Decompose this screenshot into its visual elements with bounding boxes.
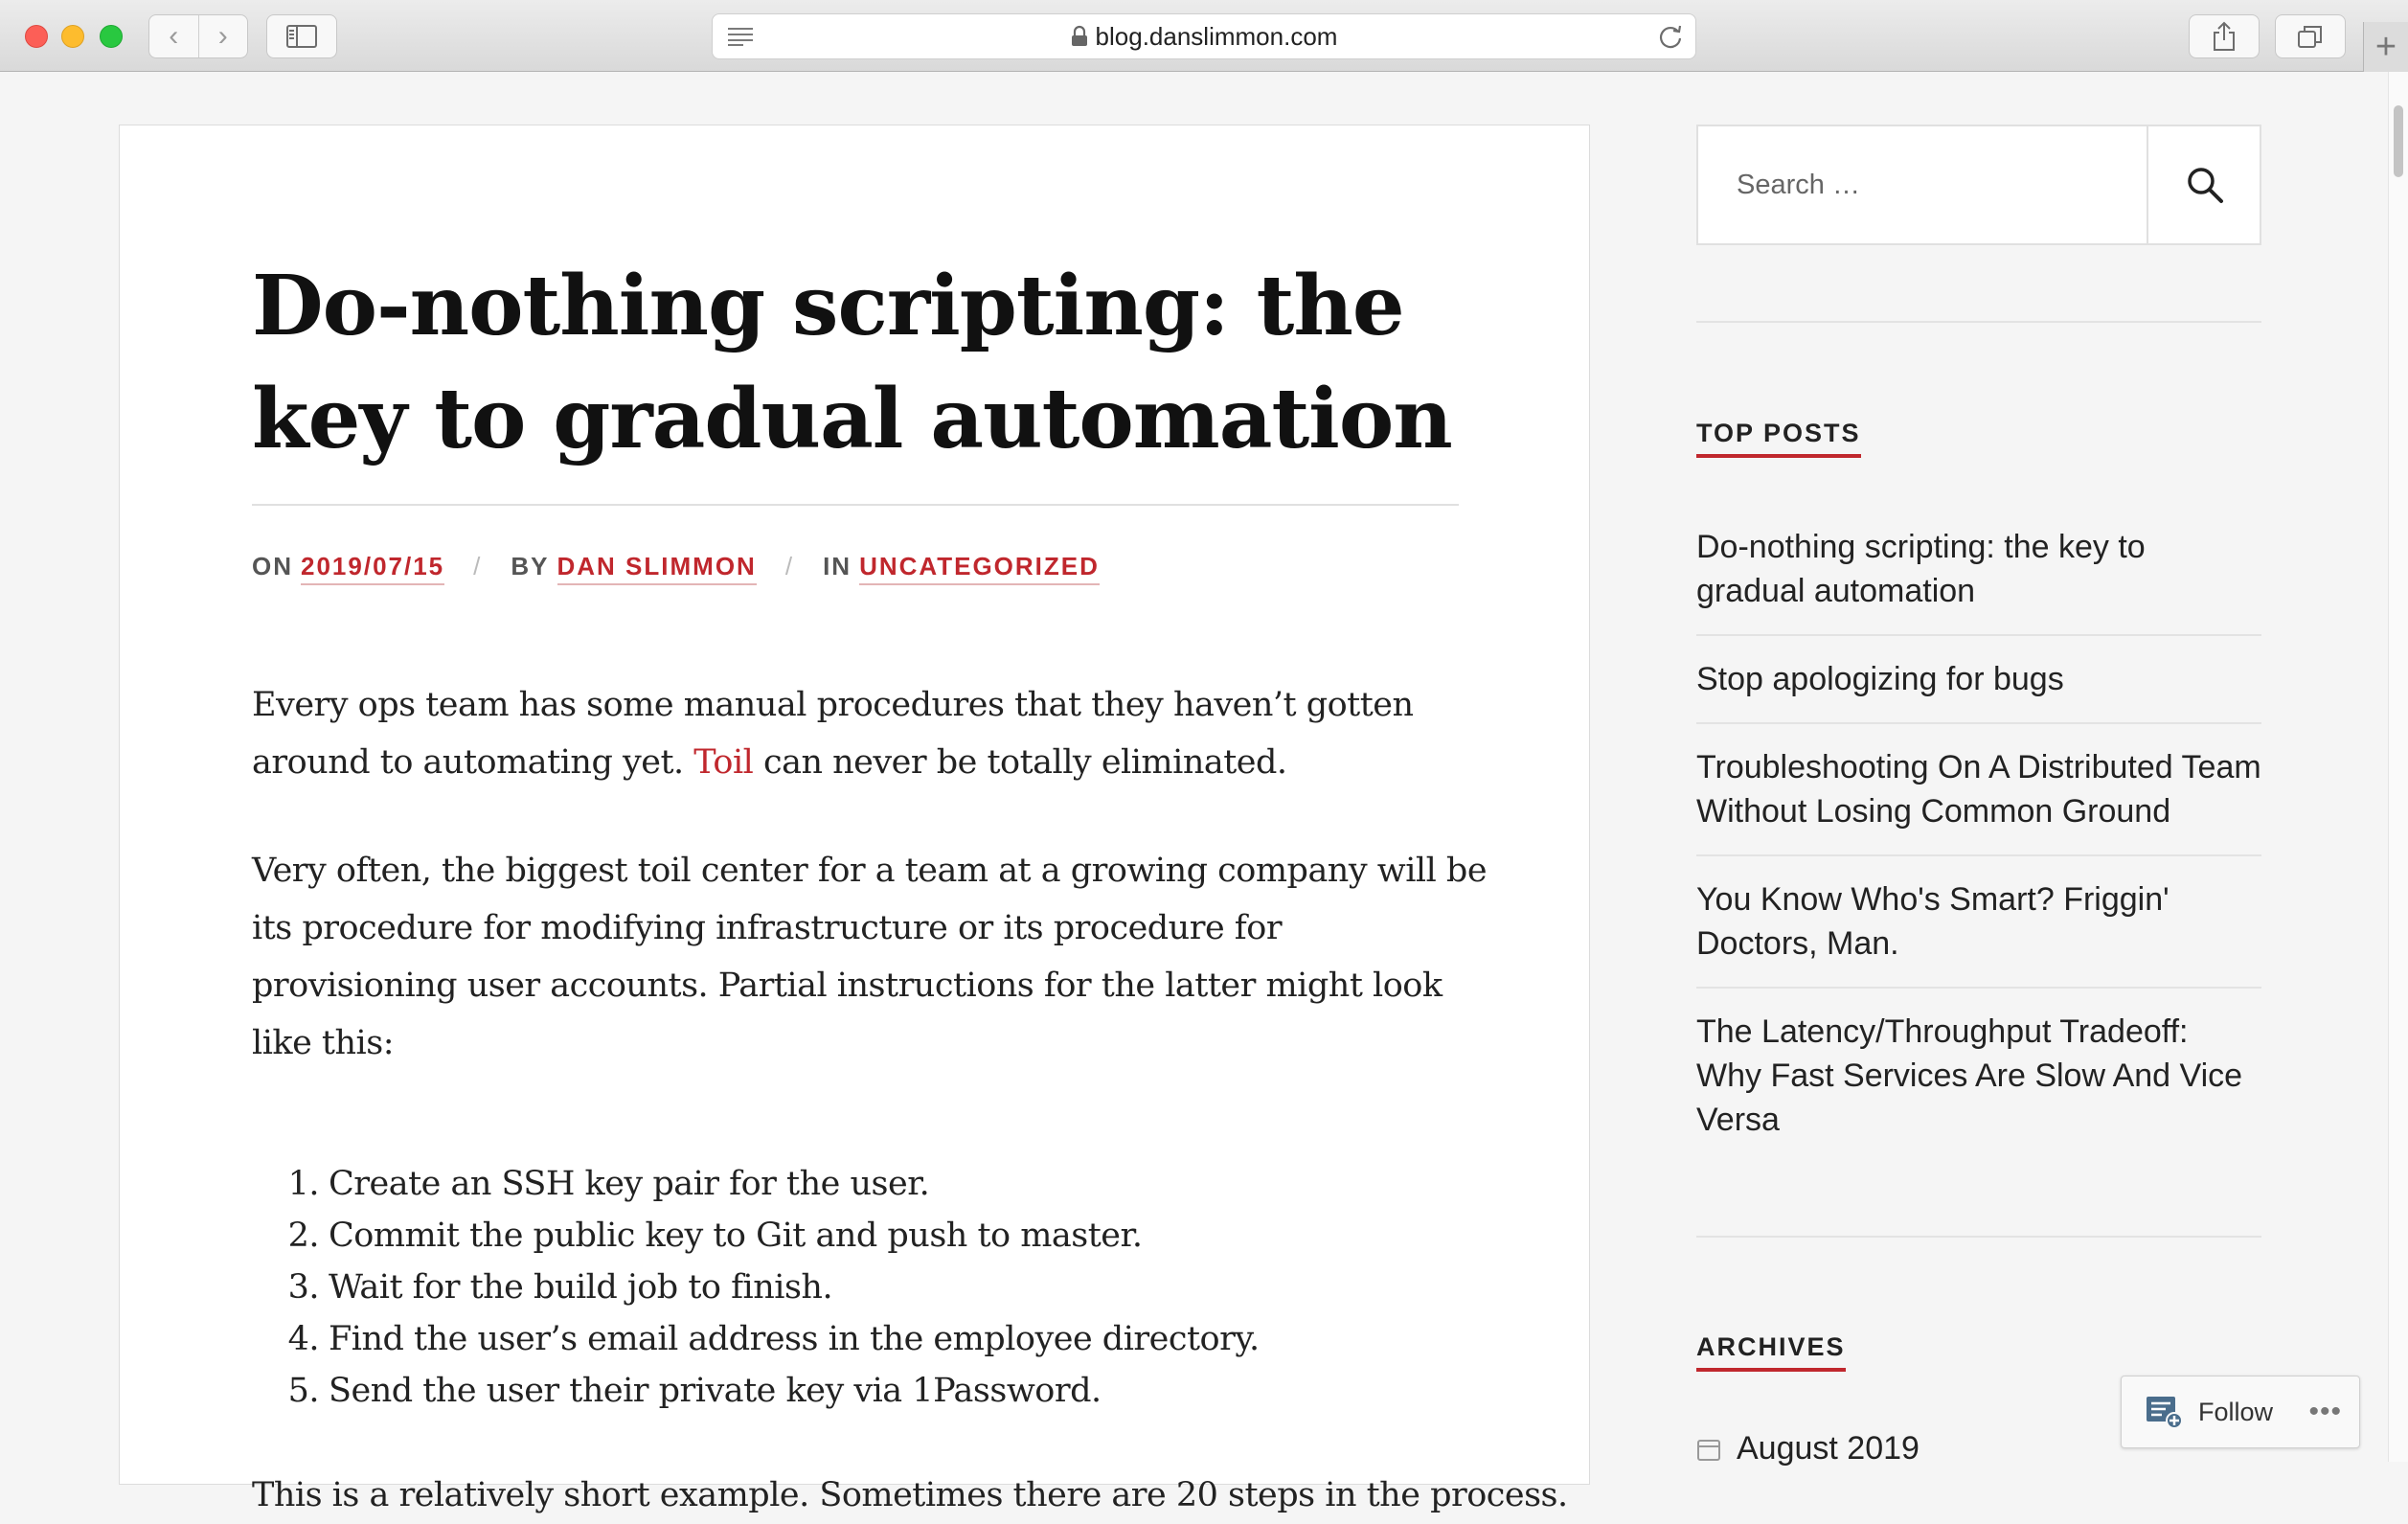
top-posts-heading: TOP POSTS <box>1696 419 1861 458</box>
scrollbar-thumb[interactable] <box>2394 105 2403 177</box>
list-item-number: 3. <box>287 1268 319 1307</box>
page-scrollbar[interactable] <box>2388 72 2408 1462</box>
list-item <box>1696 515 2261 636</box>
list-item <box>252 1158 1488 1210</box>
meta-separator: / <box>784 552 795 580</box>
list-item-number: 2. <box>287 1217 319 1255</box>
search-input[interactable] <box>1698 126 2146 243</box>
list-item-number: 5. <box>287 1372 319 1410</box>
more-options-icon[interactable]: ••• <box>2308 1396 2342 1427</box>
top-posts-list <box>1696 515 2261 1163</box>
share-icon <box>2212 21 2237 52</box>
paragraph-1-text-end: can never be totally eliminated. <box>753 743 1287 782</box>
back-button[interactable] <box>149 15 198 57</box>
category-link[interactable]: UNCATEGORIZED <box>859 552 1100 585</box>
zoom-window-button[interactable] <box>100 25 123 48</box>
forward-button[interactable] <box>198 15 248 57</box>
list-item <box>252 1262 1488 1313</box>
search-form <box>1696 125 2261 245</box>
archive-item[interactable] <box>1696 1430 1920 1467</box>
tab-overview-button[interactable] <box>2275 14 2346 58</box>
list-item-text: Wait for the build job to finish. <box>329 1268 833 1307</box>
list-item-text: Find the user’s email address in the employee directory. <box>329 1320 1260 1358</box>
paragraph-1-text: Every ops team has some manual procedures that they haven’t gotten around to automating yet. <box>252 686 1414 782</box>
list-item-text: Create an SSH key pair for the user. <box>329 1165 930 1203</box>
close-window-button[interactable] <box>25 25 48 48</box>
tabs-icon <box>2297 24 2324 49</box>
article-card <box>119 125 1590 1514</box>
list-item-text: Commit the public key to Git and push to master. <box>329 1217 1143 1255</box>
sidebar-divider <box>1696 1236 2261 1238</box>
search-icon <box>2186 166 2224 204</box>
meta-by-label: BY <box>511 552 550 580</box>
follow-label: Follow <box>2198 1397 2274 1426</box>
post-date-link[interactable]: 2019/07/15 <box>301 552 444 585</box>
list-item-text: Send the user their private key via 1Password. <box>329 1372 1102 1410</box>
follow-button[interactable] <box>2121 1376 2360 1448</box>
meta-separator: / <box>473 552 483 580</box>
search-button[interactable] <box>2147 126 2261 243</box>
top-post-link[interactable]: Stop apologizing for bugs <box>1696 661 2064 697</box>
chevron-right-icon: › <box>217 20 228 52</box>
minimize-window-button[interactable] <box>61 25 84 48</box>
url-text: blog.danslimmon.com <box>1095 21 1338 51</box>
reload-icon[interactable] <box>1657 23 1684 50</box>
archive-item-label: August 2019 <box>1737 1430 1920 1467</box>
top-post-link[interactable]: You Know Who's Smart? Friggin' Doctors, Man. <box>1696 881 2169 962</box>
toil-link[interactable]: Toil <box>693 743 754 782</box>
reader-view-icon[interactable] <box>726 26 755 47</box>
share-button[interactable] <box>2189 14 2260 58</box>
list-item <box>252 1365 1488 1417</box>
list-item-number: 1. <box>287 1165 319 1203</box>
sidebar-toggle-button[interactable] <box>266 14 337 58</box>
lock-icon <box>1071 26 1088 47</box>
post-title[interactable]: Do-nothing scripting: the key to gradual automation <box>252 258 1452 467</box>
address-bar[interactable] <box>712 13 1696 59</box>
top-post-link[interactable]: Troubleshooting On A Distributed Team Without Losing Common Ground <box>1696 749 2261 830</box>
list-item <box>1696 636 2261 724</box>
list-item <box>252 1313 1488 1365</box>
top-post-link[interactable]: The Latency/Throughput Tradeoff: Why Fast Services Are Slow And Vice Versa <box>1696 1013 2243 1138</box>
sidebar-divider <box>1696 321 2261 323</box>
post-meta <box>252 552 1100 585</box>
history-nav <box>148 14 248 58</box>
meta-in-label: IN <box>823 552 852 580</box>
chevron-left-icon: ‹ <box>169 20 179 52</box>
steps-list <box>252 1158 1488 1417</box>
new-tab-button[interactable] <box>2363 22 2408 72</box>
web-page <box>0 72 2389 1514</box>
author-link[interactable]: DAN SLIMMON <box>557 552 757 585</box>
paragraph-2: Very often, the biggest toil center for a team at a growing company will be its procedure for modifying infrastructure or its procedure for provisioning user accounts. Partial instructions for the latter might look like this: <box>252 852 1488 1062</box>
top-post-link[interactable]: Do-nothing scripting: the key to gradual automation <box>1696 529 2146 609</box>
title-divider <box>252 504 1459 506</box>
list-item <box>1696 724 2261 856</box>
meta-on-label: ON <box>252 552 293 580</box>
calendar-icon <box>1696 1437 1721 1462</box>
paragraph-1 <box>252 676 1488 791</box>
list-item <box>1696 856 2261 989</box>
reader-follow-icon <box>2145 1395 2183 1429</box>
archives-heading: ARCHIVES <box>1696 1332 1846 1372</box>
plus-icon: + <box>2374 26 2397 67</box>
paragraph-3: This is a relatively short example. Sometimes there are 20 steps in the process. <box>252 1476 1568 1514</box>
list-item <box>1696 989 2261 1163</box>
list-item-number: 4. <box>287 1320 319 1358</box>
browser-titlebar <box>0 0 2408 72</box>
sidebar-icon <box>286 25 317 48</box>
list-item <box>252 1210 1488 1262</box>
